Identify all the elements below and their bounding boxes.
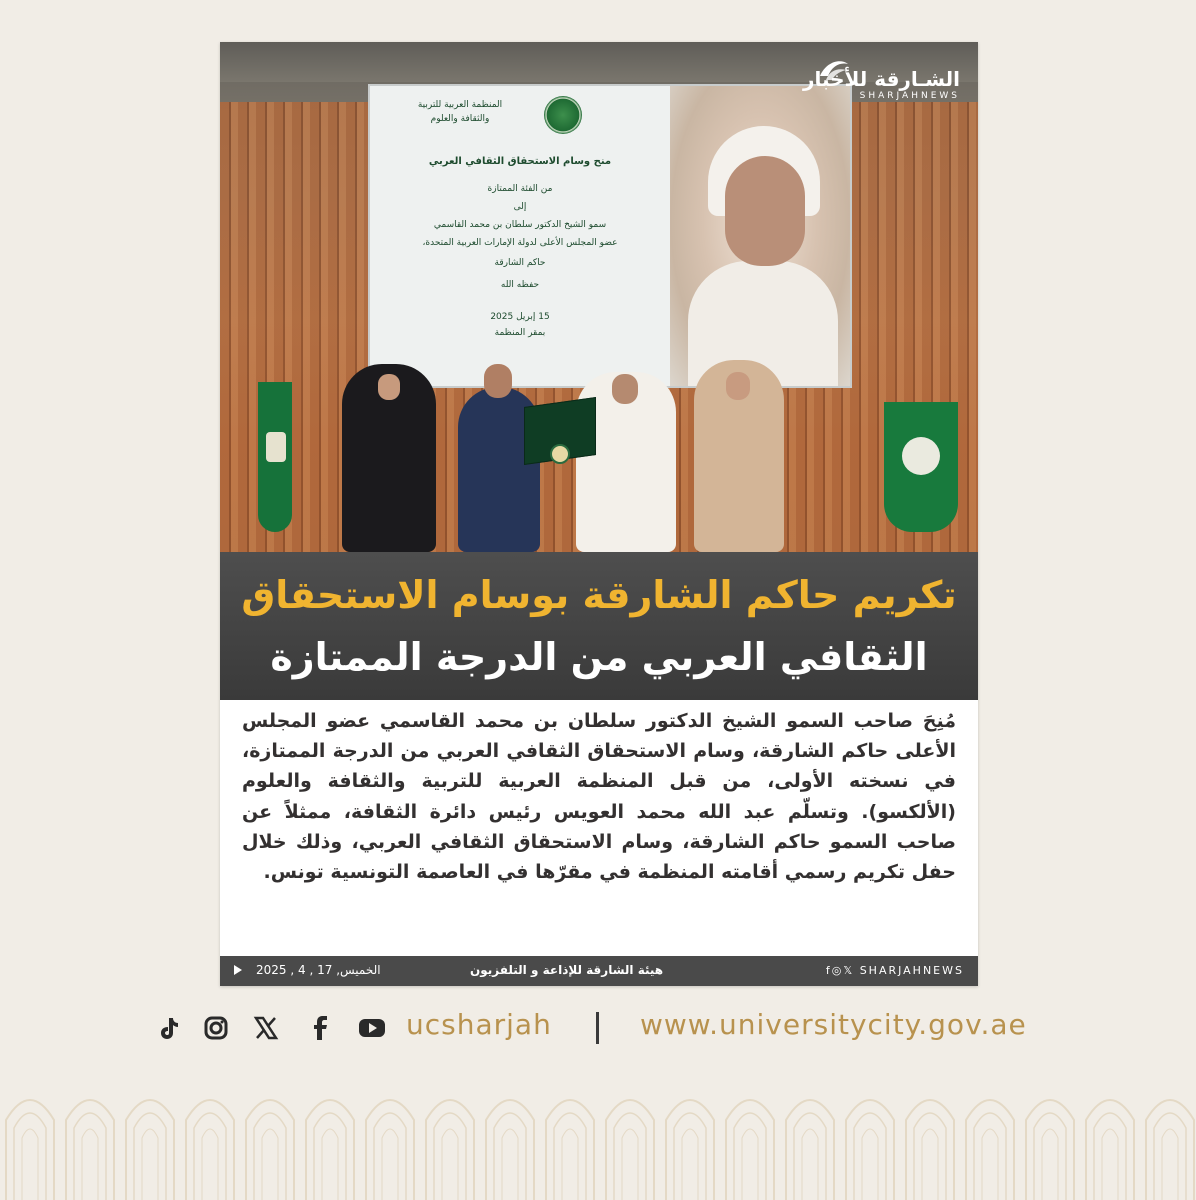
screen-line: حاكم الشارقة	[494, 258, 546, 268]
x-icon[interactable]	[248, 1010, 284, 1046]
logo-latin: SHARJAHNEWS	[859, 91, 960, 101]
tiktok-icon[interactable]	[150, 1010, 186, 1046]
screen-org-line2: والثقافة والعلوم	[430, 114, 490, 124]
person-face	[612, 374, 638, 404]
flag-emblem-icon	[902, 437, 940, 475]
screen-text-panel	[370, 86, 670, 386]
headline-line2: الثقافي العربي من الدرجة الممتازة	[270, 635, 928, 679]
person-face	[726, 372, 750, 400]
facebook-icon: f	[825, 964, 832, 977]
footer-social-handle: SHARJAHNEWS	[859, 964, 964, 977]
headline-line1: تكريم حاكم الشارقة بوسام الاستحقاق	[241, 573, 957, 617]
article-body: مُنِحَ صاحب السمو الشيخ الدكتور سلطان بن محمد القاسمي عضو المجلس الأعلى حاكم الشارقة، وسام الاستحقاق الثقافي العربي من الدرجة الممتازة، في نسخته الأولى، من قبل المنظمة العربية للتربية والثقافة والعلوم (الألكسو). وتسلّم عبد الله محمد العويس رئيس دائرة الثقافة، ممثلاً عن صاحب السمو حاكم الشارقة، وسام الاستحقاق الثقافي العربي، وذلك خلال حفل تكريم رسمي أقامته المنظمة في مقرّها في العاصمة التونسية تونس.	[242, 710, 956, 884]
facebook-icon[interactable]	[302, 1010, 338, 1046]
card-footer	[220, 956, 978, 986]
social-handle[interactable]: ucsharjah	[406, 1008, 552, 1041]
person-face	[484, 364, 512, 398]
screen-date: 15 إبريل 2025	[490, 312, 550, 322]
news-photo	[220, 42, 978, 552]
screen-line: حفظه الله	[500, 280, 540, 290]
screen-venue: بمقر المنظمة	[494, 328, 546, 338]
website-link[interactable]: www.universitycity.gov.ae	[640, 1008, 1027, 1041]
screen-org-line1: المنظمة العربية للتربية	[417, 100, 503, 110]
instagram-icon[interactable]	[198, 1010, 234, 1046]
screen-title: منح وسام الاستحقاق الثقافي العربي	[428, 156, 612, 167]
footer-date: الخميس, 17 , 4 , 2025	[256, 963, 381, 977]
arch-pattern-decoration	[0, 1080, 1196, 1200]
instagram-icon: ◎	[831, 964, 844, 977]
headline-band	[220, 552, 978, 700]
medal-icon	[550, 444, 570, 464]
screen-line: من الفئة الممتازة	[487, 184, 553, 194]
play-arrow-icon	[234, 965, 242, 975]
footer-social	[826, 964, 964, 977]
youtube-icon[interactable]	[354, 1010, 390, 1046]
x-icon: 𝕏	[843, 964, 855, 977]
divider	[596, 1012, 599, 1044]
logo-arabic: الشـارقة للأخبار	[802, 67, 960, 91]
person-face	[378, 374, 400, 400]
screen-line: إلى	[513, 202, 527, 212]
portrait-panel	[670, 86, 850, 386]
sharjahnews-logo	[803, 68, 960, 102]
news-card	[220, 42, 978, 986]
screen-line: سمو الشيخ الدكتور سلطان بن محمد القاسمي	[433, 220, 607, 230]
footer-organization: هيئة الشارقة للإذاعة و التلفزيون	[470, 963, 664, 977]
portrait-face	[725, 156, 805, 266]
flag-emblem-icon	[266, 432, 286, 462]
screen-line: عضو المجلس الأعلى لدولة الإمارات العربية المتحدة،	[422, 238, 618, 248]
alecso-emblem-icon	[544, 96, 582, 134]
projection-screen	[368, 84, 852, 388]
